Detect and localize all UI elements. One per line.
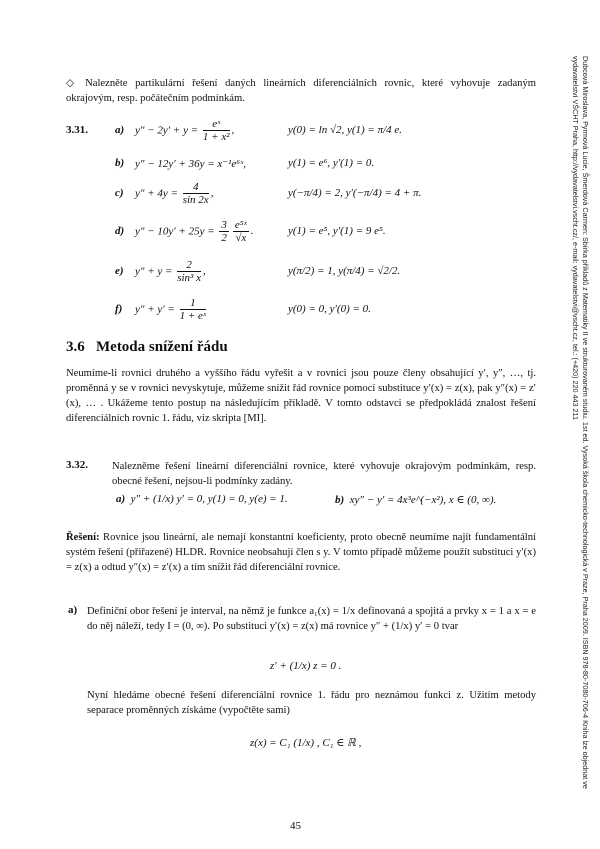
equation-lhs: y″ − 10y′ + 25y = [135,225,215,238]
section-paragraph: Neumíme-li rovnici druhého a vyššího řádu vyřešit a v rovnici jsou pouze členy obsahující y′, y″, …, tj. proměnná y se v rovnici nevyskytuje, můžeme snížit řád rovnice pomocí substituce y′(x) = z(x), pak y″(x) = z′(x), … . Ukážeme tento postup na následujícím příkladě. V tomto odstavci se předpokládá znalost řešení diferenciálních rovnic 1. řádu, viz skripta [MI]. [66,368,536,424]
display-equation: z′ + (1/x) z = 0 . [270,660,342,672]
fraction-numerator: 1 [180,297,206,310]
equation-lhs: y″ + 4y = [135,187,178,200]
fraction-denominator: sin³ x [177,272,201,284]
equation-lhs: y″ + y′ = [135,303,175,316]
boundary-condition: y(0) = ln √2, y(1) = π/4 e. [288,124,403,136]
problem-number: 3.31. [66,124,88,136]
boundary-condition: y(1) = e⁶, y′(1) = 0. [288,157,375,169]
fraction-numerator: eˣ [203,118,230,131]
problem-text: Nalezněme řešení lineární diferenciální rovnice, které vyhovuje okrajovým podmínkám, resp. obecné řešení, nejsou-li podmínky zadány. [112,461,536,487]
fraction-numerator: 2 [177,259,201,272]
section-heading [66,339,228,356]
problem-number: 3.32. [66,459,88,471]
equation: xy″ − y′ = 4x³e^(−x²), x ∈ (0, ∞). [349,494,497,506]
fraction-denominator: 1 + x² [202,131,230,143]
equation-lhs: y″ + y = [135,265,173,278]
side-citation: Dubcová Miroslava, Pyrmová Lucie, Šmerdová Carmen: Sbírka příkladů z Matematiky II ve strukturovaném studiu. 1st ed. Vysoká škola chemicko-technologická v Praze, Praha 2009. ISBN 978-80-7080-706-4 Kniha lze objednat ve vydavatelství VŠCHT Praha, http://vydavatelstvi.vscht.cz/, e-mail: vydavatelstvi@vscht.cz, tel.: (+420) 220 443 211 [571,56,590,789]
fraction-denominator: 1 + eˣ [179,310,207,322]
solution-label: Řešení: [66,532,100,543]
diamond-icon: ◇ [66,78,80,89]
item-label: f) [115,303,123,315]
boundary-condition: y(1) = e⁵, y′(1) = 9 e⁵. [288,225,386,237]
fraction-numerator: 3 [221,219,227,231]
problem-b-equation [335,493,496,506]
fraction-denominator: 2 [221,232,227,244]
section-number: 3.6 [66,339,85,355]
boundary-condition: y(π/2) = 1, y(π/4) = √2/2. [288,265,401,277]
fraction-denominator: √x [235,232,247,244]
solution-paragraph [66,530,536,575]
part-a-text: Definiční obor řešení je interval, na němž je funkce a₁(x) = 1/x definovaná a spojitá a prvky x = 1 a x = e do něj náleží, tedy I = (0, ∞). Po substituci y′(x) = z(x) má rovnice y″ + (1/x) y′ = 0 tvar [87,606,536,632]
fraction-numerator: 4 [183,181,209,194]
part-a-text-2: Nyní hledáme obecné řešení diferenciální rovnice 1. řádu pro neznámou funkci z. Užitím metody separace proměnných získáme (vypočtěte sami) [87,690,536,716]
item-label: b) [115,157,125,169]
fraction-numerator: e⁵ˣ [234,219,247,231]
item-label: c) [115,187,124,199]
document-page: ◇ Nalezněte partikulární řešení daných lineárních diferenciálních rovnic, které vyhovuje zadaným okrajovým, resp. počátečním podmínkám. 3.31. a) y″ − 2y′ + y = $\frac{\text{eˣ}}{\text{1 + x²}}$ , y(0) = ln √2, y(1) = π/4 e. b) y″ − 12y′ + 36y = x⁻¹e⁶ˣ, y(1) = e⁶, y′(1) = 0. c) y″ + 4y = $\frac{4}{\sin 2x}$ , y(−π/4) = 2, y′(−π/4) = 4 + π. d) y″ − 10y′ + 25y = $\frac{3}{2}$ $\frac{\text{e⁵ˣ}}{√x}$ . y(1) = e⁵, y′(1) = 9 e⁵. e) y″ + y = $\frac{2}{\text{sin³ x}}$ , y(π/2) = 1, y(π/4) = √2/2. f) y″ + y′ = $\frac{1}{\text{1 + eˣ}}$ y(0) = 0, y′(0) = 0. 3.6 Metoda snížení řádu Neumíme-li rovnici druhého a vyššího řádu vyřešit a v rovnici jsou pouze členy obsahující y′, y″, …, tj. proměnná y se v rovnici nevyskytuje, můžeme snížit řád rovnice pomocí substituce y′(x) = z(x), pak y″(x) = z′(x), … . Ukážeme tento postup na následujícím příkladě. V tomto odstavci se předpokládá znalost řešení diferenciálních rovnic 1. řádu, viz skripta [MI]. 3.32. Nalezněme řešení lineární diferenciální rovnice, které vyhovuje okrajovým podmínkám, resp. obecné řešení, nejsou-li podmínky zadány. a) y″ + (1/x) y′ = 0, y(1) = 0, y(e) = 1. b) xy″ − y′ = 4x³e^(−x²), x ∈ (0, ∞). Řešení: Rovnice jsou lineární, ale nemají konstantní koeficienty, proto obecně neumíme najít fundamentální systém řešení (přiřazené) HLDR. Rovnice neobsahují člen s y. V tomto případě můžeme použít substituci y′(x) = z(x) a odtud y″(x) = z′(x) a tím snížit řád diferenciální rovnice. a) Definiční obor řešení je interval, na němž je funkce a₁(x) = 1/x definovaná a spojitá a prvky x = 1 a x = e do něj náleží, tedy I = (0, ∞). Po substituci y′(x) = z(x) má rovnice y″ + (1/x) y′ = 0 tvar z′ + (1/x) z = 0 . Nyní hledáme obecné řešení diferenciální rovnice 1. řádu pro neznámou funkci z. Užitím metody separace proměnných získáme (vypočtěte sami) z(x) = C₁ (1/x) , C₁ ∈ ℝ , 45 Dubcová Miroslava, Pyrmová Lucie, Šmerdová Carmen: Sbírka příkladů z Matematiky II ve strukturovaném studiu. 1st ed. Vysoká škola chemicko-technologická v Praze, Praha 2009. ISBN 978-80-7080-706-4 Kniha lze objednat ve vydavatelství VŠCHT Praha, http://vydavatelstvi.vscht.cz/, e-mail: vydavatelstvi@vscht.cz, tel.: (+420) 220 443 211 [66,56,590,832]
item-label: b) [335,494,345,506]
problem-a-equation [116,493,288,505]
fraction-denominator: sin 2x [182,194,209,206]
intro-text: Nalezněte partikulární řešení daných lineárních diferenciálních rovnic, které vyhovuje zadaným okrajovým, resp. počátečním podmínkám. [66,78,536,104]
page-number: 45 [290,820,301,832]
equation-lhs: y″ − 2y′ + y = [135,124,199,137]
boundary-condition: y(0) = 0, y′(0) = 0. [288,303,371,315]
item-label: a) [116,493,126,505]
solution-text: Rovnice jsou lineární, ale nemají konstantní koeficienty, proto obecně neumíme najít fundamentální systém řešení (přiřazené) HLDR. Rovnice neobsahují člen s y. V tomto případě můžeme použít substituci y′(x) = z(x) a odtud y″(x) = z′(x) a tím snížit řád diferenciální rovnice. [66,532,536,573]
display-equation: z(x) = C₁ (1/x) , C₁ ∈ ℝ , [250,737,362,749]
exercise-intro [66,76,536,106]
section-title: Metoda snížení řádu [96,339,228,355]
item-label: a) [115,124,125,136]
item-label: e) [115,265,124,277]
equation-lhs: y″ − 12y′ + 36y = x⁻¹e⁶ˣ, [135,158,246,170]
item-label: d) [115,225,125,237]
equation: y″ + (1/x) y′ = 0, y(1) = 0, y(e) = 1. [130,493,288,505]
part-label: a) [68,604,78,616]
boundary-condition: y(−π/4) = 2, y′(−π/4) = 4 + π. [288,187,422,199]
